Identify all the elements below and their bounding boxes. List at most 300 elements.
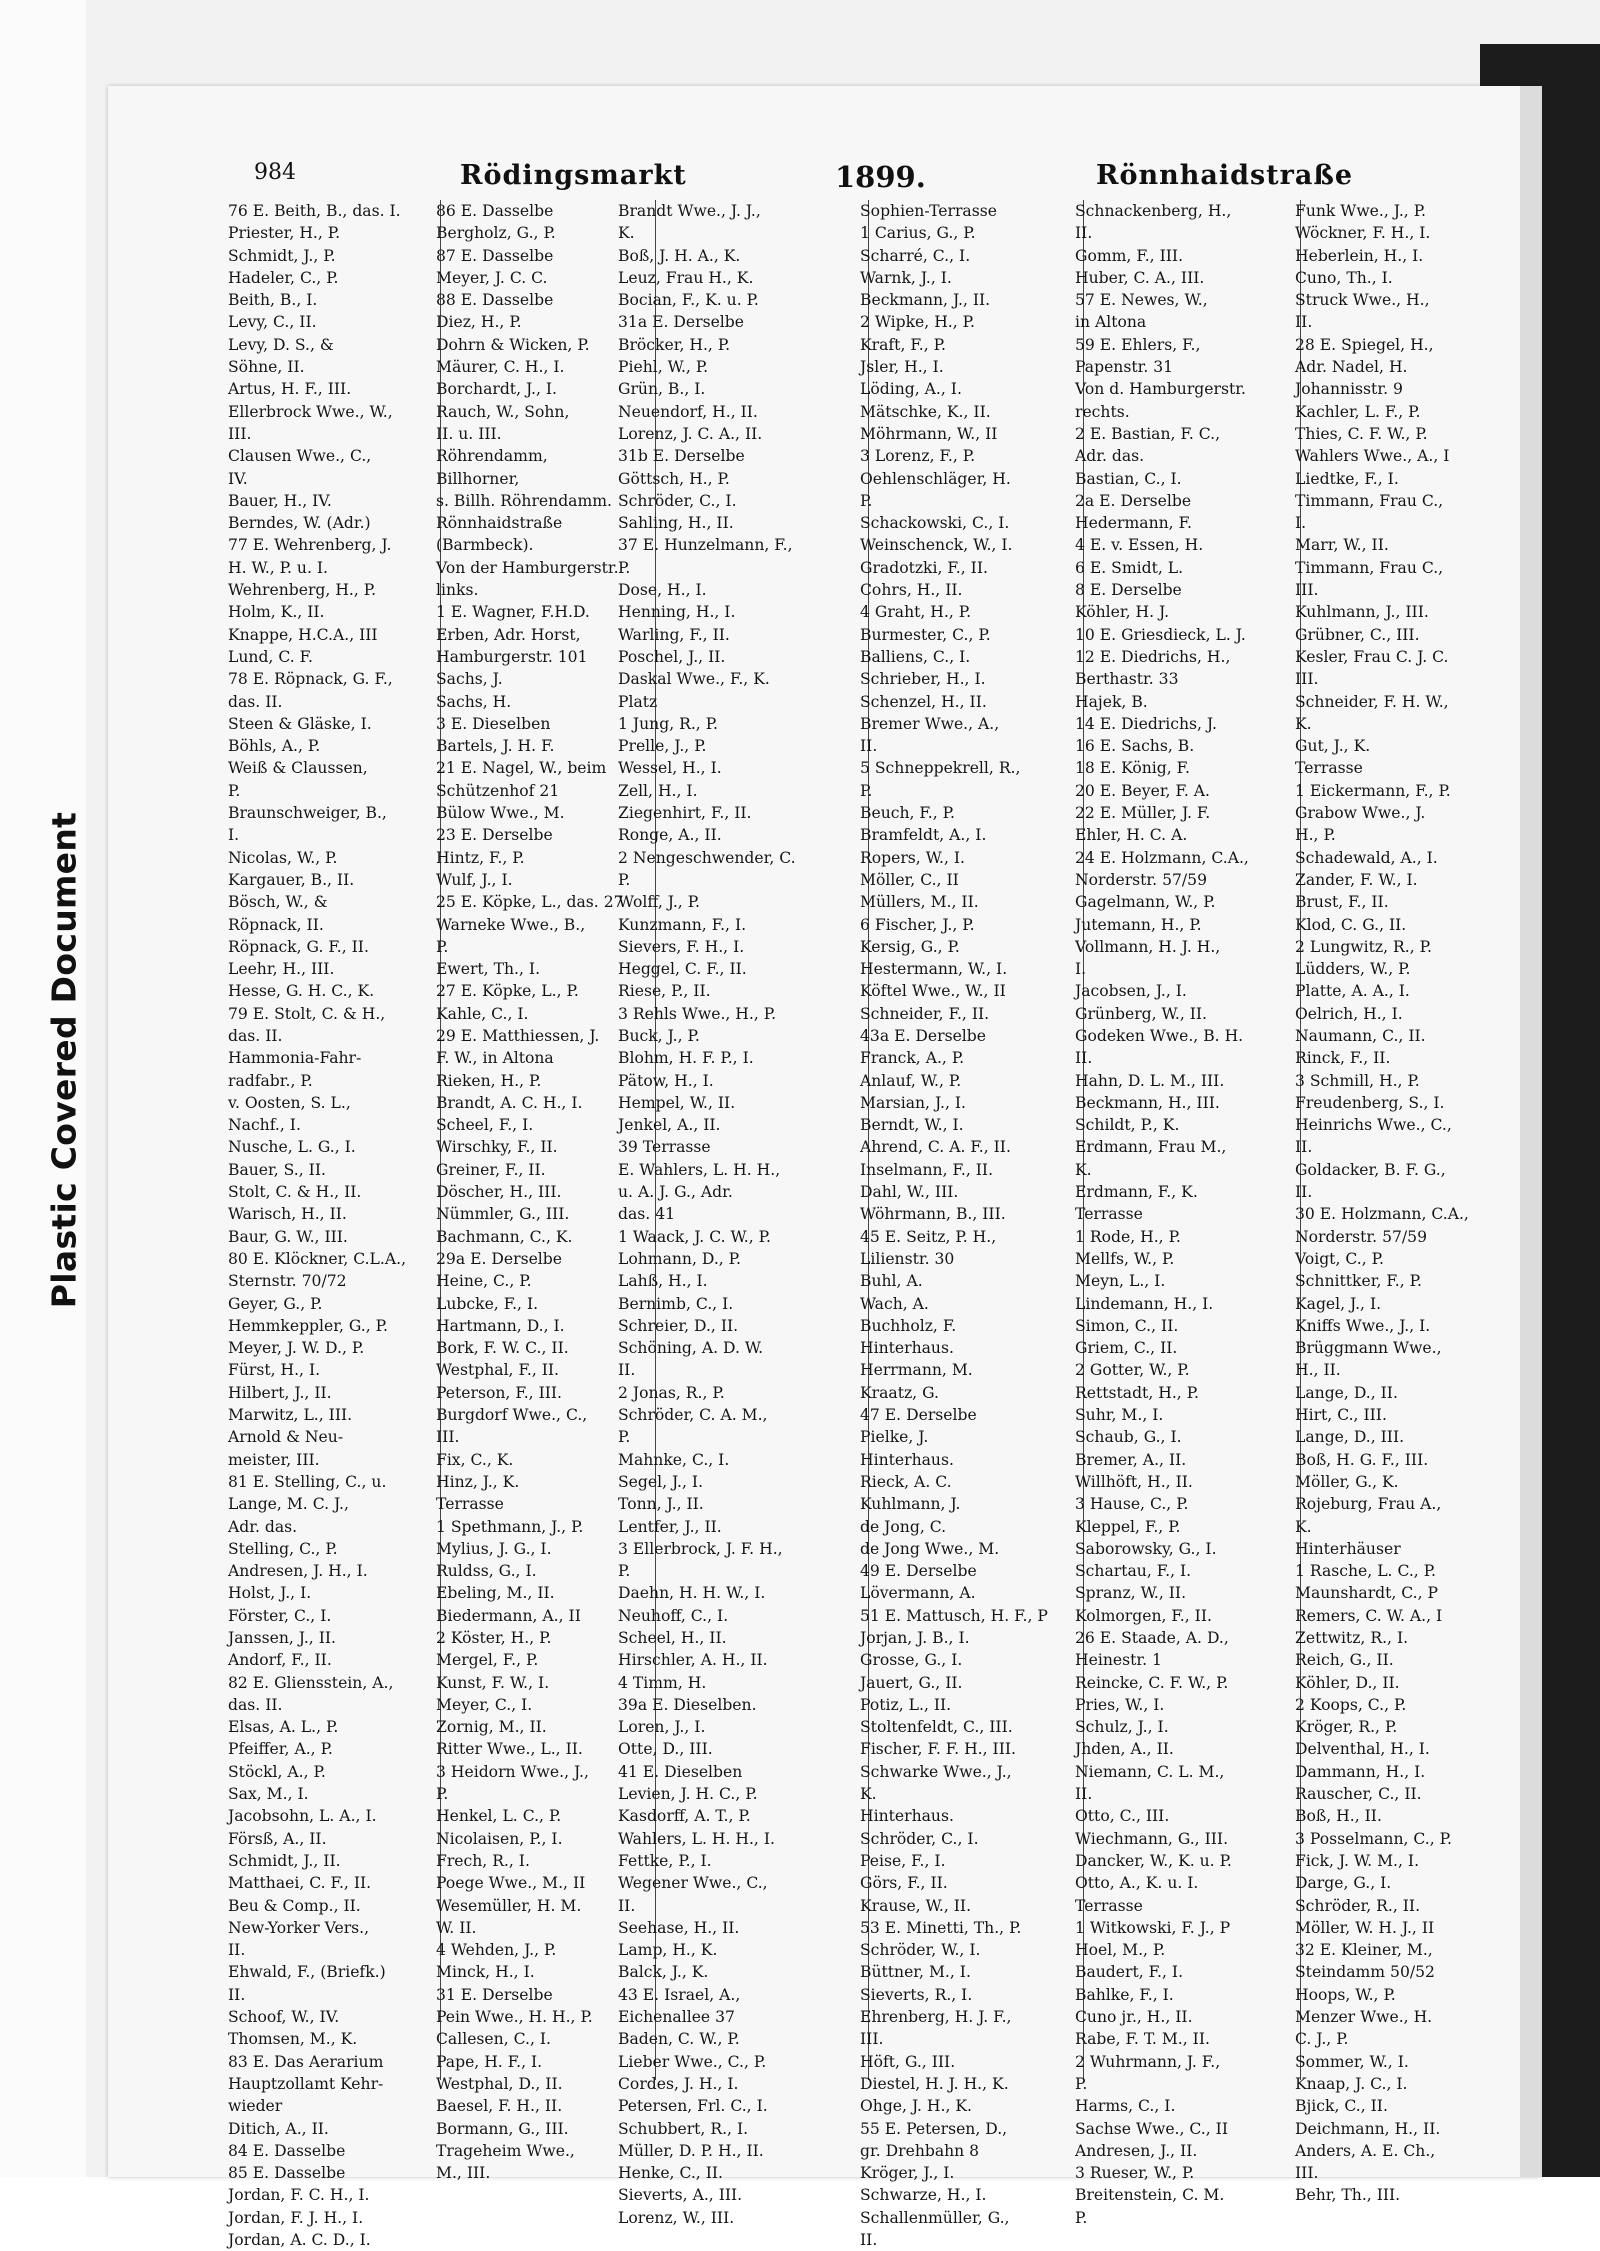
directory-entry-line: Lindemann, H., I. (1075, 1294, 1214, 1313)
directory-entry-line: Jsler, H., I. (860, 358, 944, 377)
directory-entry-line: Peise, F., I. (860, 1851, 946, 1870)
directory-entry-line: Schildt, P., K. (1075, 1116, 1180, 1135)
directory-entry-line: Beuch, F., P. (860, 804, 955, 823)
directory-entry-line: II. (618, 1361, 636, 1380)
directory-entry-line: Delventhal, H., I. (1295, 1740, 1430, 1759)
directory-entry-line: Boß, H. G. F., III. (1295, 1450, 1429, 1469)
directory-entry-line: Baesel, F. H., II. (436, 2097, 563, 2116)
directory-entry-line: 59 E. Ehlers, F., (1075, 335, 1201, 354)
directory-entry-line: Naumann, C., II. (1295, 1026, 1426, 1045)
directory-entry-line: 22 E. Müller, J. F. (1075, 804, 1211, 823)
directory-entry-line: Löding, A., I. (860, 380, 962, 399)
directory-entry-line: II. (860, 737, 878, 756)
directory-entry-line: Röhrendamm, (436, 447, 548, 466)
directory-entry-line: Godeken Wwe., B. H. (1075, 1026, 1244, 1045)
directory-entry-line: 76 E. Beith, B., das. I. (228, 202, 401, 220)
directory-entry-line: Erben, Adr. Horst, (436, 625, 581, 644)
directory-entry-line: Schartau, F., I. (1075, 1562, 1192, 1581)
directory-entry-line: II. (618, 1896, 636, 1915)
directory-entry-line: P. (618, 1562, 631, 1581)
directory-entry-line: II. (860, 2231, 878, 2250)
directory-entry-line: Burgdorf Wwe., C., (436, 1406, 588, 1425)
directory-entry-line: Hinterhaus. (860, 1807, 954, 1826)
directory-entry-line: 37 E. Hunzelmann, F., (618, 536, 793, 555)
directory-entry-line: Mätschke, K., II. (860, 402, 991, 421)
directory-entry-line: Adr. das. (228, 1517, 298, 1536)
directory-entry-line: Ritter Wwe., L., II. (436, 1740, 583, 1759)
directory-entry-line: Rettstadt, H., P. (1075, 1383, 1199, 1402)
directory-entry-line: das. 41 (618, 1205, 676, 1224)
directory-entry-line: Steen & Gläske, I. (228, 714, 372, 733)
directory-entry-line: Hoops, W., P. (1295, 1985, 1396, 2004)
directory-entry-line: 39 Terrasse (618, 1138, 711, 1157)
directory-entry-line: 1 Rode, H., P. (1075, 1227, 1181, 1246)
directory-entry-line: Fix, C., K. (436, 1450, 514, 1469)
directory-entry-line: Inselmann, F., II. (860, 1160, 994, 1179)
directory-entry-line: meister, III. (228, 1450, 320, 1469)
directory-entry-line: IV. (228, 469, 248, 488)
directory-entry-line: P. (860, 491, 873, 510)
directory-entry-line: Jutemann, H., P. (1075, 915, 1202, 934)
directory-entry-line: H., P. (1295, 826, 1336, 845)
directory-entry-line: I. (228, 826, 240, 845)
directory-entry-line: 78 E. Röpnack, G. F., (228, 670, 393, 689)
directory-entry-line: Lieber Wwe., C., P. (618, 2052, 767, 2071)
directory-entry-line: Nachf., I. (228, 1116, 301, 1135)
directory-entry-line: 21 E. Nagel, W., beim (436, 759, 607, 778)
directory-entry-line: Liedtke, F., I. (1295, 469, 1399, 488)
directory-entry-line: Rieken, H., P. (436, 1071, 542, 1090)
directory-entry-line: II. (1075, 224, 1093, 243)
directory-entry-line: Bahlke, F., I. (1075, 1985, 1174, 2004)
directory-entry-line: Krause, W., II. (860, 1896, 972, 1915)
directory-entry-line: Hahn, D. L. M., III. (1075, 1071, 1225, 1090)
directory-entry-line: New-Yorker Vers., (228, 1918, 370, 1937)
directory-entry-line: Mahnke, C., I. (618, 1450, 730, 1469)
directory-entry-line: das. II. (228, 1695, 283, 1714)
directory-entry-line: Adr. Nadel, H. (1295, 358, 1408, 377)
directory-entry-line: 3 Rueser, W., P. (1075, 2164, 1195, 2183)
directory-entry-line: Schubbert, R., I. (618, 2119, 749, 2138)
directory-entry-line: Schulz, J., I. (1075, 1718, 1169, 1737)
directory-entry-line: 20 E. Beyer, F. A. (1075, 781, 1210, 800)
left-street-heading: Rödingsmarkt (460, 160, 687, 191)
directory-entry-line: Mylius, J. G., I. (436, 1539, 552, 1558)
directory-entry-line: Schöning, A. D. W. (618, 1339, 764, 1358)
directory-entry-line: 1 Eickermann, F., P. (1295, 781, 1451, 800)
directory-entry-line: Scheel, H., II. (618, 1629, 727, 1647)
directory-entry-line: Andorf, F., II. (228, 1651, 332, 1670)
directory-entry-line: II. (1075, 1785, 1093, 1804)
directory-entry-line: Schneider, F. H. W., (1295, 692, 1449, 711)
directory-entry-line: H., II. (1295, 1361, 1341, 1380)
directory-entry-line: Lorenz, J. C. A., II. (618, 424, 763, 443)
directory-entry-line: Sachs, J. (436, 670, 503, 689)
directory-entry-line: Jordan, F. J. H., I. (228, 2208, 364, 2227)
directory-entry-line: Gradotzki, F., II. (860, 558, 988, 577)
directory-entry-line: Fettke, P., I. (618, 1851, 712, 1870)
directory-entry-line: Hinterhaus. (860, 1339, 954, 1358)
directory-entry-line: Gomm, F., III. (1075, 246, 1184, 265)
directory-entry-line: Artus, H. F., III. (228, 380, 352, 399)
directory-entry-line: Lahß, H., I. (618, 1272, 708, 1291)
directory-entry-line: Leuz, Frau H., K. (618, 268, 754, 287)
directory-entry-line: Priester, H., P. (228, 224, 341, 243)
directory-entry-line: 43 E. Israel, A., (618, 1985, 741, 2004)
page-edge (1520, 86, 1542, 2177)
directory-entry-line: 14 E. Diedrichs, J. (1075, 714, 1217, 733)
directory-entry-line: 26 E. Staade, A. D., (1075, 1629, 1229, 1647)
directory-entry-line: Kraft, F., P. (860, 335, 946, 354)
directory-entry-line: Bernimb, C., I. (618, 1294, 734, 1313)
directory-entry-line: 18 E. König, F. (1075, 759, 1190, 778)
directory-entry-line: Wessel, H., I. (618, 759, 722, 778)
directory-entry-line: Warisch, H., II. (228, 1205, 347, 1224)
directory-entry-line: Jorjan, J. B., I. (860, 1629, 970, 1647)
directory-entry-line: 25 E. Köpke, L., das. 27 (436, 893, 624, 912)
directory-entry-line: P. (618, 1428, 631, 1447)
directory-entry-line: Beith, B., I. (228, 291, 318, 310)
directory-entry-line: Pfeiffer, A., P. (228, 1740, 333, 1759)
directory-entry-line: Wolff, J., P. (618, 893, 700, 912)
directory-entry-line: Goldacker, B. F. G., (1295, 1160, 1446, 1179)
directory-entry-line: Seehase, H., II. (618, 1918, 740, 1937)
directory-entry-line: Andresen, J., II. (1075, 2141, 1198, 2160)
directory-entry-line: 49 E. Derselbe (860, 1562, 977, 1581)
directory-entry-line: Berthastr. 33 (1075, 670, 1179, 689)
directory-entry-line: Lorenz, W., III. (618, 2208, 735, 2227)
directory-entry-line: Grabow Wwe., J. (1295, 804, 1426, 823)
directory-entry-line: Pries, W., I. (1075, 1695, 1165, 1714)
directory-entry-line: (Barmbeck). (436, 536, 534, 555)
directory-entry-line: Cohrs, H., II. (860, 581, 963, 600)
directory-entry-line: Scharré, C., I. (860, 246, 971, 265)
directory-entry-line: Höft, G., III. (860, 2052, 956, 2071)
directory-entry-line: Kröger, R., P. (1295, 1718, 1398, 1737)
directory-entry-line: Wahlers Wwe., A., I (1295, 447, 1450, 466)
directory-entry-line: Rauch, W., Sohn, (436, 402, 570, 421)
directory-entry-line: 45 E. Seitz, P. H., (860, 1227, 997, 1246)
directory-entry-line: Schaub, G., I. (1075, 1428, 1182, 1447)
directory-entry-line: Westphal, F., II. (436, 1361, 560, 1380)
directory-entry-line: Knaap, J. C., I. (1295, 2074, 1408, 2093)
directory-entry-line: Breitenstein, C. M. (1075, 2186, 1225, 2205)
directory-entry-line: Reich, G., II. (1295, 1651, 1394, 1670)
directory-entry-line: Ehwald, F., (Briefk.) (228, 1963, 386, 1982)
directory-entry-line: Ziegenhirt, F., II. (618, 804, 752, 823)
directory-entry-line: Stoltenfeldt, C., III. (860, 1718, 1013, 1737)
directory-entry-line: Ropers, W., I. (860, 848, 965, 867)
directory-entry-line: Kleppel, F., P. (1075, 1517, 1181, 1536)
directory-entry-line: rechts. (1075, 402, 1130, 421)
directory-entry-line: 31b E. Derselbe (618, 447, 745, 466)
directory-entry-line: 86 E. Dasselbe (436, 202, 554, 220)
directory-entry-line: P. (436, 937, 449, 956)
directory-entry-line: Bauer, H., IV. (228, 491, 332, 510)
directory-entry-line: 81 E. Stelling, C., u. (228, 1472, 387, 1491)
year-heading: 1899. (835, 160, 926, 194)
directory-entry-line: Wirschky, F., II. (436, 1138, 558, 1157)
directory-column-5 (1075, 200, 1295, 2227)
directory-entry-line: Voigt, C., P. (1295, 1249, 1384, 1268)
directory-entry-line: Kuhlmann, J., III. (1295, 603, 1429, 622)
directory-entry-line: Hempel, W., II. (618, 1093, 736, 1112)
directory-entry-line: II. (228, 1941, 246, 1960)
directory-entry-line: Mergel, F., P. (436, 1651, 539, 1670)
directory-entry-line: III. (860, 2030, 884, 2049)
directory-entry-line: 1 E. Wagner, F.H.D. (436, 603, 590, 622)
directory-entry-line: Arnold & Neu- (228, 1428, 344, 1447)
directory-entry-line: Marsian, J., I. (860, 1093, 966, 1112)
directory-entry-line: 3 Ellerbrock, J. F. H., (618, 1539, 783, 1558)
directory-entry-line: Försß, A., II. (228, 1829, 327, 1848)
directory-entry-line: P. (1075, 2208, 1088, 2227)
directory-entry-line: Harms, C., I. (1075, 2097, 1176, 2116)
directory-entry-line: Hemmkeppler, G., P. (228, 1316, 388, 1335)
directory-entry-line: P. (860, 781, 873, 800)
directory-entry-line: Sophien-Terrasse (860, 202, 997, 220)
directory-entry-line: Sievers, F. H., I. (618, 937, 745, 956)
directory-entry-line: Hilbert, J., II. (228, 1383, 332, 1402)
directory-entry-line: Warling, F., II. (618, 625, 730, 644)
directory-entry-line: Marr, W., II. (1295, 536, 1389, 555)
directory-entry-line: Gut, J., K. (1295, 737, 1371, 756)
directory-entry-line: Erdmann, F., K. (1075, 1183, 1198, 1202)
directory-entry-line: Schenzel, H., II. (860, 692, 987, 711)
directory-entry-line: 53 E. Minetti, Th., P. (860, 1918, 1022, 1937)
directory-entry-line: Lohmann, D., P. (618, 1249, 741, 1268)
directory-entry-line: Adr. das. (1075, 447, 1145, 466)
directory-entry-line: Terrasse (1295, 759, 1363, 778)
directory-entry-line: Berndes, W. (Adr.) (228, 514, 371, 533)
directory-entry-line: 84 E. Dasselbe (228, 2141, 346, 2160)
directory-entry-line: Kolmorgen, F., II. (1075, 1606, 1212, 1625)
directory-entry-line: 2 Jonas, R., P. (618, 1383, 725, 1402)
directory-entry-line: Möller, G., K. (1295, 1472, 1399, 1491)
directory-entry-line: Diestel, H. J. H., K. (860, 2074, 1009, 2093)
directory-entry-line: Dammann, H., I. (1295, 1762, 1426, 1781)
directory-entry-line: Möhrmann, W., II (860, 424, 998, 443)
directory-entry-line: Grosse, G., I. (860, 1651, 963, 1670)
directory-entry-line: Nümmler, G., III. (436, 1205, 570, 1224)
directory-entry-line: Wach, A. (860, 1294, 929, 1313)
directory-entry-line: Dose, H., I. (618, 581, 707, 600)
directory-entry-line: Schwarze, H., I. (860, 2186, 987, 2205)
directory-entry-line: 3 E. Dieselben (436, 714, 551, 733)
directory-entry-line: II. (1295, 1138, 1313, 1157)
directory-entry-line: Meyer, J. C. C. (436, 268, 548, 287)
directory-entry-line: Henning, H., I. (618, 603, 736, 622)
directory-entry-line: Jacobsohn, L. A., I. (228, 1807, 377, 1826)
directory-entry-line: Zettwitz, R., I. (1295, 1629, 1409, 1647)
directory-entry-line: Möller, C., II (860, 870, 959, 889)
directory-entry-line: s. Billh. Röhrendamm. (436, 491, 613, 510)
directory-entry-line: Balliens, C., I. (860, 647, 971, 666)
directory-entry-line: Zornig, M., II. (436, 1718, 547, 1737)
directory-entry-line: Borchardt, J., I. (436, 380, 558, 399)
directory-entry-line: 1 Rasche, L. C., P. (1295, 1562, 1436, 1581)
directory-entry-line: P. (1075, 2074, 1088, 2093)
directory-entry-line: Stöckl, A., P. (228, 1762, 326, 1781)
directory-entry-line: Schützenhof 21 (436, 781, 560, 800)
directory-entry-line: 3 Rehls Wwe., H., P. (618, 1004, 777, 1023)
directory-entry-line: Otte, D., III. (618, 1740, 713, 1759)
directory-entry-line: 82 E. Gliensstein, A., (228, 1673, 394, 1692)
directory-entry-line: Kniffs Wwe., J., I. (1295, 1316, 1431, 1335)
directory-entry-line: 2a E. Derselbe (1075, 491, 1192, 510)
directory-entry-line: Ellerbrock Wwe., W., (228, 402, 393, 421)
directory-entry-line: Marwitz, L., III. (228, 1406, 353, 1425)
directory-entry-line: Schnittker, F., P. (1295, 1272, 1422, 1291)
directory-entry-line: Lentfer, J., II. (618, 1517, 722, 1536)
directory-entry-line: Timmann, Frau C., (1295, 491, 1444, 510)
directory-entry-line: Norderstr. 57/59 (1075, 870, 1208, 889)
directory-entry-line: Bocian, F., K. u. P. (618, 291, 759, 310)
directory-entry-line: 41 E. Dieselben (618, 1762, 743, 1781)
directory-entry-line: Biedermann, A., II (436, 1606, 581, 1625)
directory-entry-line: Baden, C. W., P. (618, 2030, 740, 2049)
directory-entry-line: Lange, M. C. J., (228, 1495, 349, 1514)
directory-entry-line: Ditich, A., II. (228, 2119, 329, 2138)
directory-entry-line: Hadeler, C., P. (228, 268, 339, 287)
directory-entry-line: 27 E. Köpke, L., P. (436, 982, 579, 1001)
directory-entry-line: Dancker, W., K. u. P. (1075, 1851, 1232, 1870)
directory-entry-line: Büttner, M., I. (860, 1963, 971, 1982)
directory-entry-line: Timmann, Frau C., (1295, 558, 1444, 577)
plastic-covered-stamp: Plastic Covered Document (44, 811, 84, 1309)
directory-entry-line: Wiechmann, G., III. (1075, 1829, 1229, 1848)
directory-entry-line: Tonn, J., II. (618, 1495, 704, 1514)
directory-entry-line: Poege Wwe., M., II (436, 1874, 586, 1893)
directory-entry-line: Bauer, S., II. (228, 1160, 326, 1179)
directory-entry-line: Pape, H. F., I. (436, 2052, 543, 2071)
directory-entry-line: Ebeling, M., II. (436, 1584, 555, 1603)
directory-entry-line: 29 E. Matthiessen, J. (436, 1026, 600, 1045)
directory-entry-line: Kachler, L. F., P. (1295, 402, 1421, 421)
directory-entry-line: Ohge, J. H., K. (860, 2097, 972, 2116)
directory-entry-line: II. (1075, 1049, 1093, 1068)
directory-entry-line: Sachse Wwe., C., II (1075, 2119, 1228, 2138)
directory-entry-line: Thies, C. F. W., P. (1295, 424, 1428, 443)
directory-entry-line: C. J., P. (1295, 2030, 1349, 2049)
directory-entry-line: Köhler, D., II. (1295, 1673, 1400, 1692)
directory-entry-line: Bachmann, C., K. (436, 1227, 573, 1246)
directory-entry-line: gr. Drehbahn 8 (860, 2141, 980, 2160)
directory-entry-line: de Jong, C. (860, 1517, 947, 1536)
directory-entry-line: Kuhlmann, J. (860, 1495, 961, 1514)
directory-entry-line: Westphal, D., II. (436, 2074, 563, 2093)
directory-entry-line: Niemann, C. L. M., (1075, 1762, 1225, 1781)
directory-entry-line: 1 Spethmann, J., P. (436, 1517, 584, 1536)
directory-entry-line: Zander, F. W., I. (1295, 870, 1418, 889)
directory-entry-line: Blohm, H. F. P., I. (618, 1049, 754, 1068)
directory-entry-line: Beu & Comp., II. (228, 1896, 361, 1915)
directory-entry-line: Holm, K., II. (228, 603, 325, 622)
directory-entry-line: Janssen, J., II. (228, 1629, 336, 1647)
directory-entry-line: Bremer, A., II. (1075, 1450, 1187, 1469)
directory-entry-line: Hartmann, D., I. (436, 1316, 565, 1335)
directory-entry-line: 4 E. v. Essen, H. (1075, 536, 1204, 555)
directory-entry-line: Dohrn & Wicken, P. (436, 335, 590, 354)
directory-entry-line: Klod, C. G., II. (1295, 915, 1407, 934)
directory-entry-line: Schneider, F., II. (860, 1004, 990, 1023)
directory-entry-line: Holst, J., I. (228, 1584, 312, 1603)
directory-entry-line: Platte, A. A., I. (1295, 982, 1410, 1001)
directory-entry-line: Fürst, H., I. (228, 1361, 321, 1380)
directory-entry-line: 2 Nengeschwender, C. (618, 848, 796, 867)
directory-entry-line: Pätow, H., I. (618, 1071, 714, 1090)
directory-entry-line: 2 Köster, H., P. (436, 1629, 552, 1647)
directory-entry-line: Rönnhaidstraße (436, 514, 563, 533)
directory-entry-line: 10 E. Griesdieck, L. J. (1075, 625, 1246, 644)
directory-entry-line: Warneke Wwe., B., (436, 915, 586, 934)
directory-entry-line: Brandt Wwe., J. J., (618, 202, 761, 220)
directory-entry-line: 87 E. Dasselbe (436, 246, 554, 265)
directory-entry-line: links. (436, 581, 479, 600)
directory-entry-line: Eichenallee 37 (618, 2008, 735, 2027)
directory-entry-line: Gagelmann, W., P. (1075, 893, 1216, 912)
directory-entry-line: Otto, A., K. u. I. (1075, 1874, 1199, 1893)
directory-entry-line: Schrieber, H., I. (860, 670, 986, 689)
directory-entry-line: 2 Lungwitz, R., P. (1295, 937, 1432, 956)
directory-entry-line: Elsas, A. L., P. (228, 1718, 339, 1737)
directory-entry-line: 24 E. Holzmann, C.A., (1075, 848, 1249, 867)
directory-entry-line: I. (1295, 514, 1307, 533)
directory-entry-line: Trageheim Wwe., (436, 2141, 575, 2160)
directory-entry-line: Jacobsen, J., I. (1075, 982, 1187, 1001)
directory-entry-line: Platz (618, 692, 658, 711)
directory-entry-line: Erdmann, Frau M., (1075, 1138, 1227, 1157)
directory-entry-line: Sternstr. 70/72 (228, 1272, 347, 1291)
directory-entry-line: Stolt, C. & H., II. (228, 1183, 362, 1202)
directory-entry-line: Grün, B., I. (618, 380, 706, 399)
directory-entry-line: 3 Hause, C., P. (1075, 1495, 1189, 1514)
directory-entry-line: Piehl, W., P. (618, 358, 709, 377)
directory-entry-line: Fick, J. W. M., I. (1295, 1851, 1420, 1870)
directory-entry-line: Nicolas, W., P. (228, 848, 338, 867)
directory-entry-line: Kersig, G., P. (860, 937, 960, 956)
directory-entry-line: Billhorner, (436, 469, 520, 488)
directory-entry-line: Pein Wwe., H. H., P. (436, 2008, 593, 2027)
directory-entry-line: Levien, J. H. C., P. (618, 1785, 758, 1804)
directory-entry-line: radfabr., P. (228, 1071, 313, 1090)
directory-entry-line: Otto, C., III. (1075, 1807, 1170, 1826)
directory-entry-line: III. (436, 1428, 460, 1447)
directory-entry-line: Sieverts, R., I. (860, 1985, 973, 2004)
directory-entry-line: Beckmann, H., III. (1075, 1093, 1220, 1112)
directory-entry-line: Beckmann, J., II. (860, 291, 991, 310)
directory-entry-line: 32 E. Kleiner, M., (1295, 1941, 1433, 1960)
directory-entry-line: Heberlein, H., I. (1295, 246, 1424, 265)
directory-entry-line: Burmester, C., P. (860, 625, 991, 644)
directory-entry-line: v. Oosten, S. L., (228, 1093, 351, 1112)
directory-entry-line: 2 Wipke, H., P. (860, 313, 975, 332)
directory-entry-line: Nusche, L. G., I. (228, 1138, 356, 1157)
directory-entry-line: wieder (228, 2097, 283, 2116)
directory-entry-line: Baudert, F., I. (1075, 1963, 1184, 1982)
directory-entry-line: Greiner, F., II. (436, 1160, 546, 1179)
directory-entry-line: 39a E. Dieselben. (618, 1695, 757, 1714)
directory-entry-line: Bröcker, H., P. (618, 335, 731, 354)
directory-entry-line: Pielke, J. (860, 1428, 929, 1447)
directory-entry-line: 83 E. Das Aerarium (228, 2052, 384, 2071)
directory-entry-line: Buck, J., P. (618, 1026, 700, 1045)
directory-entry-line: Matthaei, C. F., II. (228, 1874, 372, 1893)
directory-entry-line: 30 E. Holzmann, C.A., (1295, 1205, 1469, 1224)
directory-entry-line: Hamburgerstr. 101 (436, 647, 588, 666)
directory-entry-line: Lilienstr. 30 (860, 1249, 955, 1268)
directory-entry-line: Rauscher, C., II. (1295, 1785, 1422, 1804)
